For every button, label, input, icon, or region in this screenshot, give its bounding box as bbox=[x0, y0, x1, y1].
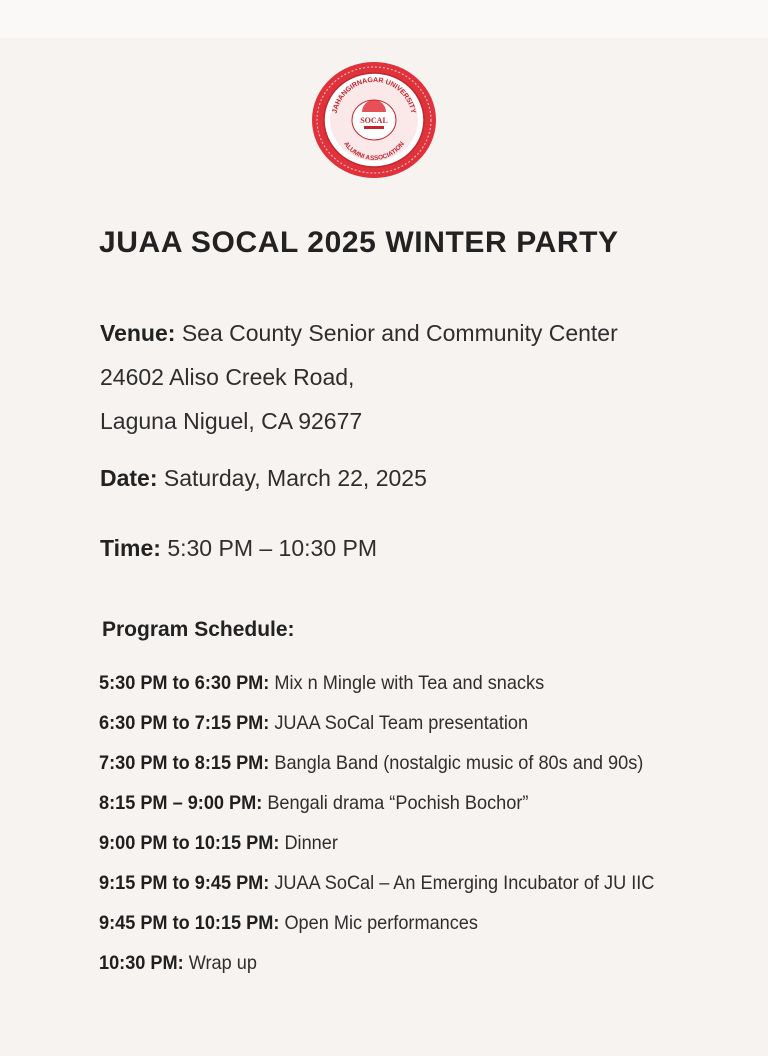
schedule-desc: Open Mic performances bbox=[284, 912, 478, 934]
program-schedule bbox=[99, 669, 696, 989]
schedule-item bbox=[99, 789, 654, 829]
schedule-time: 9:00 PM to 10:15 PM: bbox=[99, 832, 280, 854]
date-value: Saturday, March 22, 2025 bbox=[163, 465, 427, 491]
date-label: Date: bbox=[100, 465, 158, 491]
logo-center-text: SOCAL bbox=[360, 116, 388, 125]
schedule-item bbox=[99, 669, 654, 709]
date-line bbox=[100, 467, 427, 490]
schedule-item bbox=[99, 869, 654, 909]
schedule-time: 9:45 PM to 10:15 PM: bbox=[99, 912, 280, 934]
page-title: JUAA SOCAL 2025 WINTER PARTY bbox=[99, 226, 619, 259]
schedule-desc: Bengali drama “Pochish Bochor” bbox=[267, 792, 529, 814]
schedule-time: 9:15 PM to 9:45 PM: bbox=[99, 872, 270, 894]
schedule-desc: Bangla Band (nostalgic music of 80s and 90s) bbox=[274, 752, 644, 774]
logo-bottom-text: ALUMNI ASSOCIATION bbox=[342, 140, 406, 163]
schedule-item bbox=[99, 709, 654, 749]
schedule-item bbox=[99, 829, 654, 869]
schedule-time: 8:15 PM – 9:00 PM: bbox=[99, 792, 263, 814]
schedule-item bbox=[99, 749, 654, 789]
schedule-time: 5:30 PM to 6:30 PM: bbox=[99, 672, 270, 694]
schedule-time: 7:30 PM to 8:15 PM: bbox=[99, 752, 270, 774]
top-band bbox=[0, 0, 768, 38]
juaa-socal-logo bbox=[310, 60, 438, 180]
venue-name: Sea County Senior and Community Center bbox=[181, 320, 618, 346]
schedule-item bbox=[99, 949, 654, 989]
schedule-desc: Mix n Mingle with Tea and snacks bbox=[274, 672, 545, 694]
time-value: 5:30 PM – 10:30 PM bbox=[167, 535, 378, 561]
venue-block bbox=[100, 311, 618, 443]
schedule-desc: Dinner bbox=[284, 832, 338, 854]
program-heading: Program Schedule: bbox=[102, 618, 295, 641]
schedule-item bbox=[99, 909, 654, 949]
schedule-time: 6:30 PM to 7:15 PM: bbox=[99, 712, 270, 734]
schedule-desc: Wrap up bbox=[188, 952, 257, 974]
logo-top-text: JAHANGIRNAGAR UNIVERSITY bbox=[331, 76, 417, 115]
venue-city: Laguna Niguel, CA 92677 bbox=[100, 408, 363, 434]
venue-street: 24602 Aliso Creek Road, bbox=[100, 364, 355, 390]
schedule-time: 10:30 PM: bbox=[99, 952, 184, 974]
schedule-desc: JUAA SoCal Team presentation bbox=[274, 712, 529, 734]
time-label: Time: bbox=[100, 535, 161, 561]
venue-label: Venue: bbox=[100, 320, 176, 346]
schedule-desc: JUAA SoCal – An Emerging Incubator of JU IIC bbox=[274, 872, 655, 894]
time-line bbox=[100, 537, 377, 560]
